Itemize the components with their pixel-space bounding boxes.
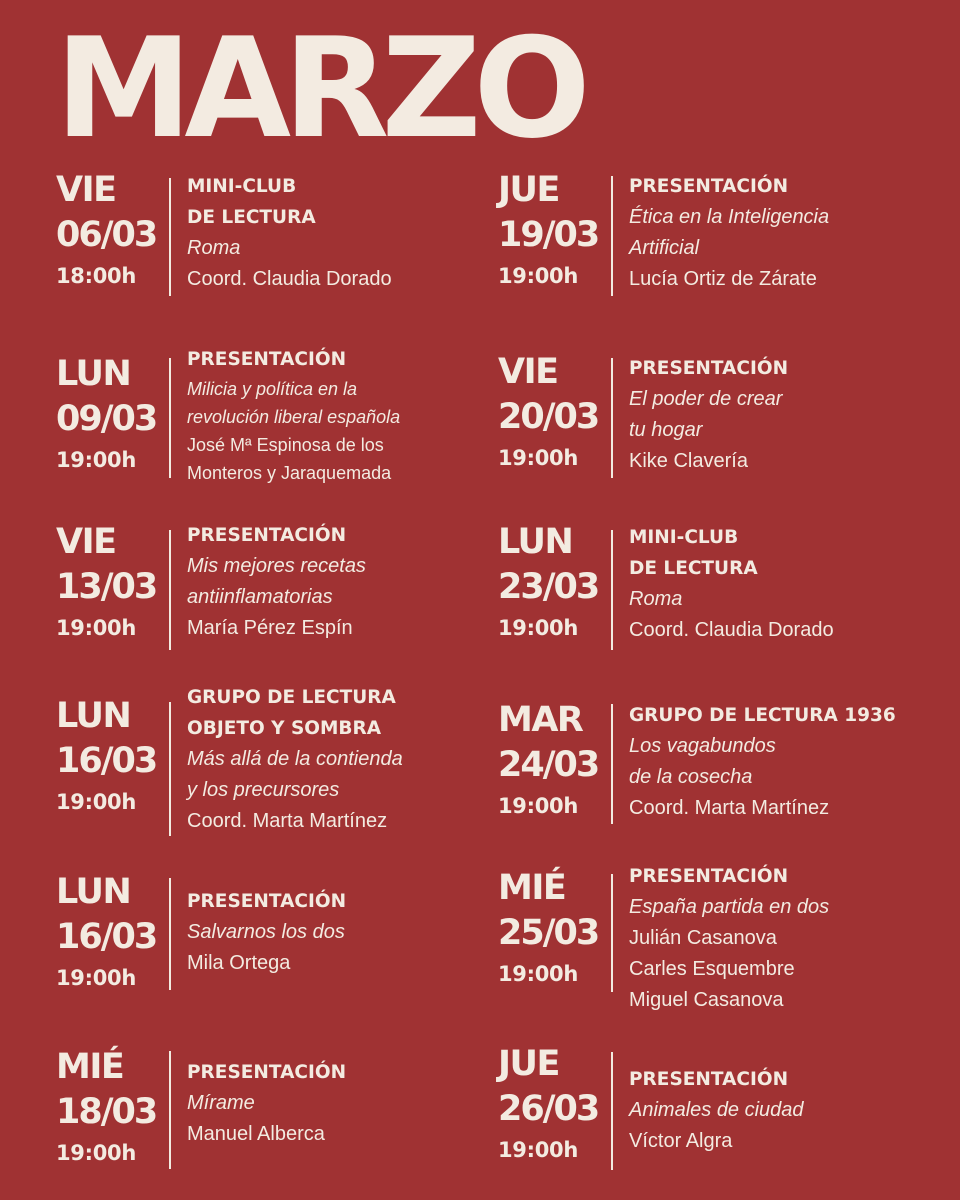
event-date [498,520,616,644]
event-date [56,520,174,644]
event-time: 19:00h [56,966,136,990]
event-work-title: Los vagabundos de la cosecha [629,735,776,788]
event-day-month: 23/03 [498,567,599,607]
event-people: Coord. Claudia Dorado [629,619,834,641]
event-type: PRESENTACIÓN [629,176,789,197]
event-day-month: 16/03 [56,741,157,781]
event-day-month: 26/03 [498,1089,599,1129]
event-work-title: Mírame [187,1092,255,1114]
event-date [56,352,174,476]
event-weekday: MIÉ [498,868,566,908]
divider [169,530,171,650]
event-info [629,700,929,824]
event-info [187,345,487,487]
event-info [187,1057,487,1150]
event-day-month: 16/03 [56,917,157,957]
event-type: PRESENTACIÓN [629,1069,789,1090]
event-type: MINI-CLUB DE LECTURA [629,527,758,579]
event-weekday: VIE [56,522,116,562]
divider [611,1052,613,1170]
event-work-title: Animales de ciudad [629,1099,804,1121]
divider [611,704,613,824]
event-people: Coord. Claudia Dorado [187,268,392,290]
divider [169,178,171,296]
event-people: Julián Casanova Carles Esquembre Miguel Casanova [629,927,795,1011]
event-info [187,886,487,979]
event-work-title: Roma [629,588,683,610]
event-people: Coord. Marta Martínez [187,810,388,832]
event-date [498,1042,616,1166]
event-day-month: 24/03 [498,745,599,785]
event-info [629,171,929,295]
event-info [629,861,929,1016]
event-time: 19:00h [498,962,578,986]
event-type: PRESENTACIÓN [629,358,789,379]
event-work-title: España partida en dos [629,896,830,918]
event-time: 19:00h [56,448,136,472]
event-time: 19:00h [498,794,578,818]
event-date [498,350,616,474]
event-people: Manuel Alberca [187,1123,325,1145]
divider [169,1051,171,1169]
event-time: 19:00h [56,790,136,814]
event-type: PRESENTACIÓN [187,349,347,370]
event-people: José Mª Espinosa de los Monteros y Jaraquemada [187,435,392,483]
divider [611,176,613,296]
event-work-title: Salvarnos los dos [187,921,345,943]
event-weekday: LUN [56,696,131,736]
event-weekday: LUN [56,354,131,394]
event-type: GRUPO DE LECTURA OBJETO Y SOMBRA [187,687,396,739]
event-weekday: VIE [56,170,116,210]
event-people: Kike Clavería [629,450,748,472]
event-people: Mila Ortega [187,952,291,974]
event-time: 19:00h [498,616,578,640]
divider [169,702,171,836]
event-day-month: 19/03 [498,215,599,255]
event-work-title: Mis mejores recetas antiinflamatorias [187,555,366,608]
event-day-month: 06/03 [56,215,157,255]
event-day-month: 20/03 [498,397,599,437]
event-type: GRUPO DE LECTURA 1936 [629,705,896,726]
event-info [629,522,929,646]
event-time: 19:00h [56,1141,136,1165]
event-time: 19:00h [56,616,136,640]
event-time: 19:00h [498,1138,578,1162]
event-work-title: Milicia y política en la revolución liberal española [187,379,401,427]
event-weekday: VIE [498,352,558,392]
event-date [56,1045,174,1169]
event-date [498,168,616,292]
event-date [56,870,174,994]
divider [611,358,613,478]
event-type: PRESENTACIÓN [187,891,347,912]
event-info [629,353,929,477]
event-weekday: MIÉ [56,1047,124,1087]
event-day-month: 25/03 [498,913,599,953]
event-work-title: Roma [187,237,241,259]
divider [169,878,171,990]
event-day-month: 09/03 [56,399,157,439]
event-people: María Pérez Espín [187,617,353,639]
event-day-month: 18/03 [56,1092,157,1132]
event-time: 18:00h [56,264,136,288]
event-info [629,1064,929,1157]
event-work-title: Más allá de la contienda y los precursores [187,748,403,801]
divider [611,530,613,650]
event-weekday: JUE [498,170,559,210]
event-info [187,520,487,644]
event-date [56,168,174,292]
event-weekday: MAR [498,700,583,740]
event-work-title: El poder de crear tu hogar [629,388,783,441]
event-info [187,682,487,837]
page-title: MARZO [55,8,583,169]
event-type: PRESENTACIÓN [187,1062,347,1083]
event-date [498,866,616,990]
event-time: 19:00h [498,446,578,470]
event-date [498,698,616,822]
event-weekday: JUE [498,1044,559,1084]
divider [611,874,613,992]
event-people: Coord. Marta Martínez [629,797,830,819]
event-type: MINI-CLUB DE LECTURA [187,176,316,228]
event-weekday: LUN [498,522,573,562]
event-type: PRESENTACIÓN [187,525,347,546]
event-time: 19:00h [498,264,578,288]
divider [169,358,171,478]
event-work-title: Ética en la Inteligencia Artificial [629,206,830,259]
event-weekday: LUN [56,872,131,912]
event-people: Lucía Ortiz de Zárate [629,268,817,290]
event-day-month: 13/03 [56,567,157,607]
event-date [56,694,174,818]
event-info [187,171,487,295]
event-people: Víctor Algra [629,1130,733,1152]
event-type: PRESENTACIÓN [629,866,789,887]
